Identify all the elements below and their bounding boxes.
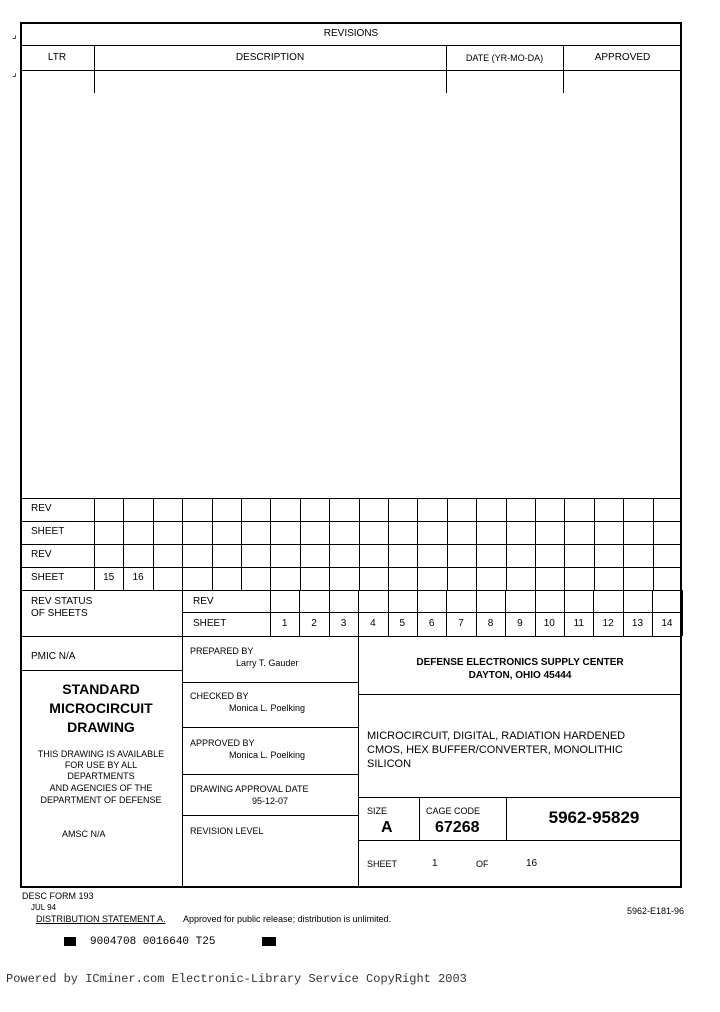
description-line: MICROCIRCUIT, DIGITAL, RADIATION HARDENED: [367, 730, 626, 742]
grid-divider: [20, 590, 682, 591]
grid-row-line: [20, 498, 682, 499]
grid-divider: [182, 590, 183, 888]
approval-date-label: DRAWING APPROVAL DATE: [190, 784, 309, 794]
upper-sheet-number: 16: [132, 572, 144, 583]
of-sheets-label: OF SHEETS: [31, 608, 88, 619]
grid-row-label: REV: [31, 549, 52, 560]
grid-col-line: [564, 498, 565, 590]
checked-label: CHECKED BY: [190, 691, 249, 701]
revision-level-label: REVISION LEVEL: [190, 826, 264, 836]
checked-name: Monica L. Poelking: [229, 703, 306, 713]
grid-col-line: [653, 498, 654, 590]
size-label: SIZE: [367, 806, 388, 816]
grid-col-line: [241, 498, 242, 590]
availability-line: THIS DRAWING IS AVAILABLE: [37, 749, 165, 759]
availability-line: AND AGENCIES OF THE: [49, 783, 153, 793]
form-date: JUL 94: [31, 903, 57, 912]
middle-divider: [182, 774, 358, 775]
grid-col-line: [182, 498, 183, 590]
description-line: CMOS, HEX BUFFER/CONVERTER, MONOLITHIC: [367, 744, 623, 756]
lower-sheet-number: 1: [281, 618, 288, 629]
margin-tick: ⌟: [12, 30, 17, 41]
lower-sheet-number: 14: [661, 618, 673, 629]
barcode-block: [262, 937, 276, 946]
approved-label: APPROVED BY: [190, 738, 255, 748]
prepared-label: PREPARED BY: [190, 646, 254, 656]
barcode-text: 9004708 0016640 T25: [90, 936, 216, 948]
lower-sheet-number: 7: [458, 618, 464, 629]
lower-sheet-number: 10: [543, 618, 555, 629]
grid-col-line: [447, 498, 448, 590]
grid-col-line: [359, 498, 360, 590]
left-divider: [20, 670, 182, 671]
agency-name: DEFENSE ELECTRONICS SUPPLY CENTER: [416, 657, 624, 668]
approval-date: 95-12-07: [252, 796, 289, 806]
watermark: Powered by ICminer.com Electronic-Library Service CopyRight 2003: [6, 972, 467, 986]
grid-row-label: SHEET: [31, 572, 65, 583]
cage-value: 67268: [435, 819, 480, 836]
barcode-block: [64, 937, 76, 946]
sheet-label: SHEET: [367, 859, 398, 869]
microcircuit-title: MICROCIRCUIT: [49, 700, 153, 716]
prepared-name: Larry T. Gauder: [236, 658, 299, 668]
column-date: DATE (YR-MO-DA): [465, 53, 544, 63]
column-approved: APPROVED: [594, 52, 651, 63]
agency-address: DAYTON, OHIO 45444: [468, 670, 572, 681]
middle-divider: [182, 682, 358, 683]
drawing-number: 5962-95829: [548, 808, 640, 827]
upper-sheet-number: 15: [103, 572, 115, 583]
lower-sheet-number: 12: [602, 618, 614, 629]
right-divider: [358, 694, 682, 695]
grid-col-line: [388, 498, 389, 590]
revisions-title: REVISIONS: [323, 28, 379, 39]
grid-col-line: [270, 498, 271, 590]
of-label: OF: [476, 859, 489, 869]
availability-line: DEPARTMENTS: [67, 771, 135, 781]
grid-col-line: [623, 498, 624, 590]
column-description: DESCRIPTION: [235, 52, 305, 63]
pmic-label: PMIC N/A: [31, 651, 76, 662]
lower-rev-label: REV: [193, 596, 214, 607]
grid-col-line: [212, 498, 213, 590]
lower-sheet-number: 5: [399, 618, 406, 629]
lower-sheet-number: 2: [311, 618, 317, 629]
lower-sheet-number: 9: [517, 618, 523, 629]
sheet-value: 1: [432, 858, 438, 869]
margin-tick: ⌟: [12, 68, 17, 79]
grid-col-line: [329, 498, 330, 590]
availability-line: FOR USE BY ALL: [64, 760, 138, 770]
right-divider: [419, 797, 420, 840]
right-divider: [358, 840, 682, 841]
grid-col-line: [417, 498, 418, 590]
form-name: DESC FORM 193: [22, 891, 94, 901]
lower-sheet-number: 3: [340, 618, 347, 629]
grid-row-line: [20, 544, 682, 545]
right-divider: [358, 797, 682, 798]
availability-line: DEPARTMENT OF DEFENSE: [40, 795, 162, 805]
size-value: A: [381, 819, 393, 836]
grid-divider: [20, 636, 682, 637]
grid-col-line: [153, 498, 154, 590]
standard-title: STANDARD: [62, 681, 140, 697]
amsc-label: AMSC N/A: [62, 829, 106, 839]
grid-col-line: [506, 498, 507, 590]
grid-col-line: [476, 498, 477, 590]
revisions-header-divider: [20, 70, 682, 71]
cage-label: CAGE CODE: [426, 806, 481, 816]
lower-sheet-label: SHEET: [193, 618, 227, 629]
middle-divider: [182, 815, 358, 816]
approved-name: Monica L. Poelking: [229, 750, 306, 760]
lower-sheet-number: 8: [487, 618, 494, 629]
lower-sheet-number: 11: [573, 618, 584, 629]
of-value: 16: [526, 858, 538, 869]
distribution-label: DISTRIBUTION STATEMENT A.: [36, 914, 166, 924]
grid-row-line: [20, 521, 682, 522]
grid-row-label: SHEET: [31, 526, 65, 537]
distribution-text: Approved for public release; distribution is unlimited.: [183, 914, 392, 924]
grid-row-label: REV: [31, 503, 52, 514]
revisions-divider: [20, 45, 682, 46]
grid-col-line: [682, 590, 683, 636]
column-ltr: LTR: [47, 52, 67, 63]
grid-col-line: [300, 498, 301, 590]
form-number: 5962-E181-96: [627, 906, 685, 916]
grid-col-line: [594, 498, 595, 590]
rev-status-label: REV STATUS: [31, 596, 93, 607]
middle-divider: [182, 727, 358, 728]
lower-sheet-number: 6: [428, 618, 435, 629]
lower-sheet-number: 4: [370, 618, 376, 629]
grid-col-line: [535, 498, 536, 590]
drawing-title: DRAWING: [67, 719, 135, 735]
lower-sheet-number: 13: [631, 618, 644, 629]
description-line: SILICON: [367, 758, 412, 770]
